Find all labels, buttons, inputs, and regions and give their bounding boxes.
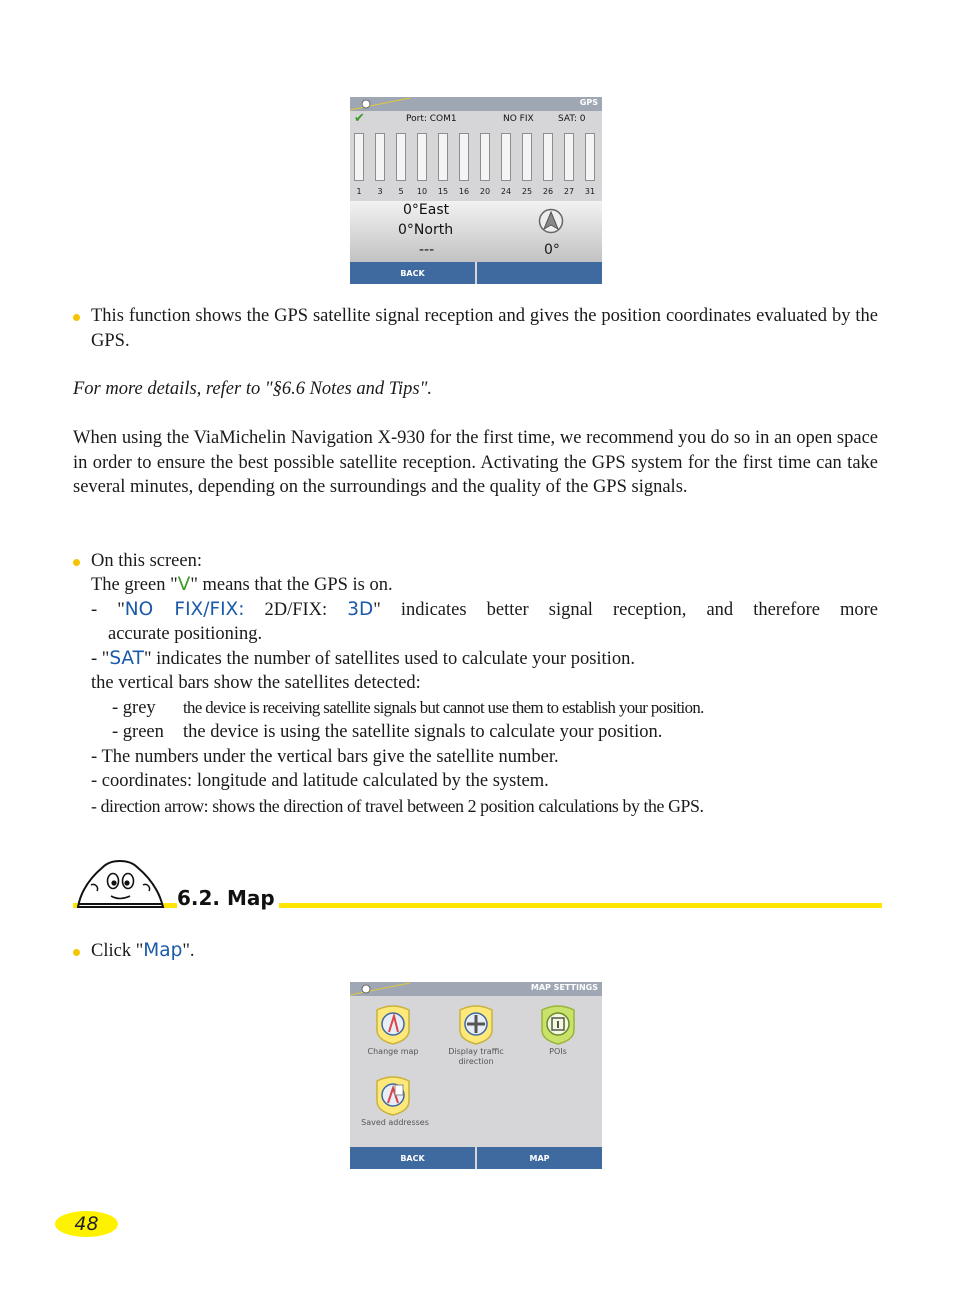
- text-part: " means that the GPS is on.: [190, 575, 393, 595]
- satellite-bars: [354, 133, 600, 183]
- text-part: ".: [182, 941, 195, 961]
- satellite-bar: [543, 133, 553, 181]
- satellite-number: 31: [584, 187, 596, 196]
- empty-button[interactable]: [477, 262, 602, 284]
- back-button[interactable]: BACK: [350, 262, 477, 284]
- text-part: - ": [91, 600, 125, 620]
- page-number: 48: [55, 1211, 118, 1237]
- green-v-word: V: [177, 574, 191, 595]
- satellite-bar: [564, 133, 574, 181]
- text-part: - ": [91, 649, 110, 669]
- sat-label: SAT: 0: [558, 114, 586, 124]
- fix-label: NO FIX: [503, 114, 534, 124]
- satellite-bar: [354, 133, 364, 181]
- gps-button-bar: [350, 262, 602, 284]
- grey-label: - grey: [112, 698, 156, 718]
- satellite-bar: [396, 133, 406, 181]
- satellite-bar: [501, 133, 511, 181]
- satellite-number: 20: [479, 187, 491, 196]
- map-title-bar: [350, 982, 602, 996]
- details-note: For more details, refer to "§6.6 Notes and Tips".: [73, 379, 432, 399]
- satellite-bar: [375, 133, 385, 181]
- satellite-bar: [459, 133, 469, 181]
- gps-title: GPS: [579, 98, 598, 107]
- map-settings-title: MAP SETTINGS: [530, 983, 598, 992]
- green-v-line: [91, 573, 393, 598]
- satellite-number: 15: [437, 187, 449, 196]
- poi-icon[interactable]: [538, 1002, 578, 1046]
- no-fix-word: NO FIX/FIX:: [124, 599, 245, 620]
- satellite-bar: [585, 133, 595, 181]
- gps-status-row: [350, 113, 602, 127]
- text-part: " indicates better signal reception, and therefore more: [373, 600, 878, 620]
- altitude: ---: [419, 242, 435, 258]
- on-screen-label: On this screen:: [91, 551, 202, 571]
- change-map-label[interactable]: Change map: [367, 1047, 419, 1056]
- map-settings-screen-image: [350, 982, 602, 1169]
- port-label: Port: COM1: [406, 114, 457, 124]
- home-icon: [350, 982, 410, 996]
- green-label: - green: [112, 722, 164, 742]
- satellite-number: 16: [458, 187, 470, 196]
- coordinates-panel: [350, 201, 602, 262]
- satellite-bar: [438, 133, 448, 181]
- saved-addresses-label[interactable]: Saved addresses: [361, 1118, 429, 1127]
- satellite-bar: [522, 133, 532, 181]
- heading: 0°: [544, 242, 560, 258]
- satellite-number: 10: [416, 187, 428, 196]
- click-map-line: [91, 939, 195, 964]
- green-text: the device is using the satellite signals to calculate your position.: [183, 722, 663, 742]
- gps-screen-image: [350, 97, 602, 284]
- home-icon: [350, 97, 410, 111]
- text-part: " indicates the number of satellites used to calculate your position.: [143, 649, 635, 669]
- sat-word: SAT: [109, 648, 144, 669]
- satellite-number: 5: [398, 187, 404, 196]
- map-word: Map: [143, 940, 183, 961]
- satellite-number: 1: [356, 187, 362, 196]
- longitude: 0°East: [403, 202, 450, 218]
- direction-arrow-icon: [538, 208, 564, 234]
- sat-line: [91, 647, 635, 672]
- traffic-direction-icon[interactable]: [456, 1002, 496, 1046]
- satellite-bar: [480, 133, 490, 181]
- fix-line-continued: accurate positioning.: [108, 624, 263, 644]
- back-button[interactable]: BACK: [350, 1147, 477, 1169]
- gps-title-bar: [350, 97, 602, 111]
- text-part: 2D/FIX:: [244, 600, 348, 620]
- latitude: 0°North: [398, 222, 454, 238]
- satellite-number: 27: [563, 187, 575, 196]
- dash-arrow: - direction arrow: shows the direction of travel between 2 position calculations by the GPS.: [91, 796, 704, 816]
- map-button-bar: [350, 1147, 602, 1169]
- bullet-text-function: This function shows the GPS satellite signal reception and gives the position coordinates evaluated by the GPS.: [91, 306, 878, 351]
- satellite-number: 26: [542, 187, 554, 196]
- satellite-number: 3: [377, 187, 383, 196]
- section-title: 6.2. Map: [177, 886, 279, 910]
- fix-line: [91, 598, 878, 623]
- satellite-number: 25: [521, 187, 533, 196]
- dash-coordinates: - coordinates: longitude and latitude calculated by the system.: [91, 771, 549, 791]
- text-part: Click ": [91, 941, 144, 961]
- poi-label[interactable]: POIs: [549, 1047, 567, 1056]
- satellite-number: 24: [500, 187, 512, 196]
- saved-addresses-icon[interactable]: [373, 1073, 413, 1117]
- bars-line: the vertical bars show the satellites detected:: [91, 673, 421, 693]
- text-part: The green ": [91, 575, 178, 595]
- traffic-direction-label[interactable]: Display traffic direction: [448, 1047, 504, 1066]
- first-use-paragraph: When using the ViaMichelin Navigation X-930 for the first time, we recommend you do so in an open space in order to ensure the best possible satellite reception. Activating the GPS system for the first time can take several minutes, depending on the surroundings and the quality of the GPS signals.: [73, 428, 878, 497]
- satellite-numbers: [354, 187, 600, 197]
- change-map-icon[interactable]: [373, 1002, 413, 1046]
- map-button[interactable]: MAP: [477, 1147, 602, 1169]
- check-icon: ✔: [354, 111, 365, 126]
- dash-numbers: - The numbers under the vertical bars give the satellite number.: [91, 747, 559, 767]
- michelin-man-icon: [73, 855, 168, 910]
- grey-text: the device is receiving satellite signals but cannot use them to establish your position.: [183, 698, 704, 717]
- satellite-bar: [417, 133, 427, 181]
- 3d-word: 3D: [347, 599, 374, 620]
